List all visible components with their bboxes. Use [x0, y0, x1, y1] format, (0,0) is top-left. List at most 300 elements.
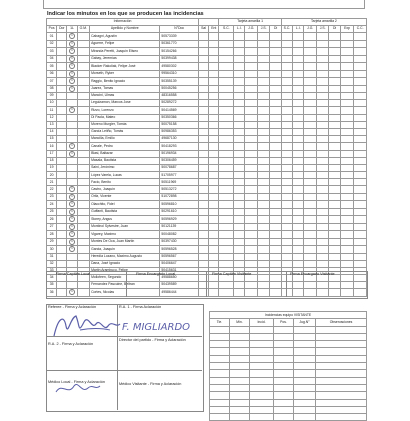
incident-cell [270, 128, 281, 135]
incident-cell [209, 33, 219, 40]
row-pos: 15 [47, 136, 57, 143]
player-doc: 50355139 [160, 78, 199, 85]
incident-cell [281, 179, 292, 186]
incident-cell [354, 246, 367, 253]
incident-cell [270, 70, 281, 77]
incident-cell [340, 201, 354, 208]
empty-cell [57, 114, 67, 121]
empty-cell [77, 114, 89, 121]
incidencias-row [210, 414, 367, 421]
incident-cell [199, 201, 209, 208]
first-line-cell [67, 100, 77, 107]
incidencias-cell [250, 370, 274, 377]
empty-cell [57, 201, 67, 208]
player-name: Moreno Murgier, Tomás [90, 121, 160, 128]
incident-cell [354, 93, 367, 100]
empty-cell [77, 40, 89, 47]
empty-cell [77, 121, 89, 128]
incident-cell [329, 201, 340, 208]
incidencias-cell [250, 377, 274, 384]
incident-cell [281, 165, 292, 172]
player-name: Blacker Rakoliak, Felipe José [90, 63, 160, 70]
incident-cell [199, 40, 209, 47]
incident-cell [340, 179, 354, 186]
incidencias-cell [294, 348, 316, 355]
row-pos: 05 [47, 63, 57, 70]
incident-cell [209, 70, 219, 77]
incident-cell [245, 238, 257, 245]
player-name: Masala, Bautista [90, 158, 160, 165]
incident-cell [354, 165, 367, 172]
incidencias-cell [316, 392, 367, 399]
row-pos: 13 [47, 121, 57, 128]
incidencias-cell [250, 363, 274, 370]
incidencias-row [210, 363, 367, 370]
table-row [47, 55, 367, 62]
empty-cell [77, 158, 89, 165]
empty-cell [77, 93, 89, 100]
incident-cell [340, 260, 354, 267]
first-line-cell [67, 158, 77, 165]
incidencias-row [210, 341, 367, 348]
incident-cell [329, 63, 340, 70]
incident-cell [304, 260, 316, 267]
incident-cell [340, 193, 354, 200]
incident-cell [354, 260, 367, 267]
empty-cell [77, 172, 89, 179]
incident-cell [304, 107, 316, 114]
incidencias-cell [210, 333, 230, 340]
column-header: Di [270, 26, 281, 33]
incident-cell [257, 150, 269, 157]
player-name: Di Paola, Mateo [90, 114, 160, 121]
incident-cell [219, 172, 234, 179]
incident-cell [199, 128, 209, 135]
incident-cell [234, 172, 245, 179]
incident-cell [270, 33, 281, 40]
empty-cell [77, 201, 89, 208]
incident-cell [304, 158, 316, 165]
incidencias-cell [230, 370, 250, 377]
incident-cell [329, 172, 340, 179]
incident-cell [245, 114, 257, 121]
incident-cell [245, 100, 257, 107]
incident-cell [199, 85, 209, 92]
incident-cell [329, 179, 340, 186]
incident-cell [281, 128, 292, 135]
row-pos: 17 [47, 150, 57, 157]
incident-cell [293, 40, 304, 47]
incident-cell [304, 78, 316, 85]
incidencias-cell [230, 333, 250, 340]
group-info-header: Información [47, 19, 199, 26]
row-pos: 25 [47, 208, 57, 215]
incident-cell [329, 238, 340, 245]
incident-cell [234, 55, 245, 62]
incident-cell [329, 40, 340, 47]
incidencias-row [210, 399, 367, 406]
table-row [47, 85, 367, 92]
column-header: J.G. [245, 26, 257, 33]
divider [46, 370, 202, 371]
incident-cell [209, 172, 219, 179]
player-doc: 50596528 [160, 246, 199, 253]
incidencias-row [210, 392, 367, 399]
row-pos: 29 [47, 238, 57, 245]
incident-cell [234, 114, 245, 121]
incidencias-cell [250, 399, 274, 406]
incidencias-cell [294, 377, 316, 384]
incident-cell [316, 150, 328, 157]
incident-cell [245, 128, 257, 135]
incident-cell [354, 114, 367, 121]
table-row [47, 238, 367, 245]
incident-cell [209, 85, 219, 92]
player-name: Cortes, Nicolas [90, 289, 160, 296]
incident-cell [234, 165, 245, 172]
referee-label: Referee - Firma y Aclaración [48, 305, 97, 309]
incident-cell [234, 201, 245, 208]
incident-cell [316, 85, 328, 92]
first-line-cell [67, 33, 77, 40]
player-name: Montes De Oca, Juan Martin [90, 238, 160, 245]
incident-cell [281, 78, 292, 85]
table-row [47, 208, 367, 215]
blank-header [199, 19, 219, 26]
incident-cell [316, 208, 328, 215]
empty-cell [57, 85, 67, 92]
incidencias-cell [250, 333, 274, 340]
incident-cell [209, 100, 219, 107]
incident-cell [219, 100, 234, 107]
incident-cell [304, 63, 316, 70]
first-line-mark-icon: 1 [69, 194, 75, 200]
incident-cell [304, 238, 316, 245]
incident-cell [270, 100, 281, 107]
incidencias-column-header: Observaciones [316, 319, 367, 326]
incident-cell [209, 201, 219, 208]
incident-cell [316, 100, 328, 107]
incident-cell [281, 253, 292, 260]
incident-cell [354, 78, 367, 85]
incident-cell [340, 186, 354, 193]
incident-cell [281, 136, 292, 143]
incident-cell [281, 121, 292, 128]
incident-cell [234, 48, 245, 55]
incidencias-cell [316, 341, 367, 348]
incident-cell [316, 186, 328, 193]
incident-cell [234, 100, 245, 107]
table-row [47, 70, 367, 77]
incident-cell [209, 193, 219, 200]
empty-cell [77, 238, 89, 245]
incident-cell [304, 55, 316, 62]
table-row [47, 223, 367, 230]
incident-cell [329, 48, 340, 55]
incidencias-cell [294, 414, 316, 421]
incident-cell [329, 78, 340, 85]
incident-cell [209, 179, 219, 186]
incident-cell [199, 136, 209, 143]
incident-cell [293, 48, 304, 55]
incident-cell [199, 33, 209, 40]
column-header: J.G. [304, 26, 316, 33]
empty-cell [57, 253, 67, 260]
incident-cell [329, 231, 340, 238]
empty-cell [77, 55, 89, 62]
empty-cell [77, 260, 89, 267]
incident-cell [234, 158, 245, 165]
incident-cell [270, 48, 281, 55]
table-row [47, 136, 367, 143]
player-name: Miranda Peretti, Joaquin Eliseo [90, 48, 160, 55]
first-line-mark-icon: 1 [69, 56, 75, 62]
player-name: Saini, Jerónimo [90, 165, 160, 172]
player-doc: 50406647 [160, 260, 199, 267]
incident-cell [219, 165, 234, 172]
incident-cell [281, 114, 292, 121]
player-name: Mollofeen, Segundo [90, 275, 160, 282]
incident-cell [340, 253, 354, 260]
incidencias-cell [210, 326, 230, 333]
incident-cell [354, 63, 367, 70]
first-line-cell [67, 107, 77, 114]
first-line-mark-icon: 1 [69, 231, 75, 237]
incidencias-cell [210, 341, 230, 348]
incidencias-cell [230, 348, 250, 355]
empty-cell [77, 136, 89, 143]
incidencias-cell [210, 363, 230, 370]
incident-cell [270, 216, 281, 223]
incident-cell [316, 246, 328, 253]
incident-cell [199, 107, 209, 114]
incident-cell [340, 216, 354, 223]
incident-cell [219, 253, 234, 260]
player-name: Facio, Benito [90, 179, 160, 186]
incident-cell [209, 143, 219, 150]
incident-cell [281, 40, 292, 47]
incident-cell [293, 93, 304, 100]
player-name: Mancini, Ulmas [90, 93, 160, 100]
incident-cell [304, 186, 316, 193]
player-doc: 50306459 [160, 158, 199, 165]
incident-cell [293, 193, 304, 200]
incidencias-cell [316, 384, 367, 391]
incident-cell [234, 40, 245, 47]
incident-cell [329, 186, 340, 193]
incident-cell [245, 260, 257, 267]
empty-cell [77, 223, 89, 230]
incident-cell [281, 158, 292, 165]
incident-cell [234, 238, 245, 245]
table-row [47, 172, 367, 179]
empty-cell [57, 100, 67, 107]
empty-cell [57, 136, 67, 143]
incident-cell [209, 158, 219, 165]
column-header: Pos [47, 26, 57, 33]
director-label: Director del partido - Firma y Aclaración [119, 338, 186, 342]
incident-cell [209, 48, 219, 55]
incident-cell [293, 246, 304, 253]
incidencias-cell [230, 341, 250, 348]
incident-cell [316, 128, 328, 135]
incident-cell [199, 93, 209, 100]
incident-cell [199, 121, 209, 128]
incident-cell [219, 143, 234, 150]
incident-cell [316, 121, 328, 128]
incident-cell [245, 193, 257, 200]
incident-cell [209, 246, 219, 253]
incident-cell [329, 136, 340, 143]
incident-cell [257, 114, 269, 121]
column-header-row [47, 26, 367, 33]
empty-cell [77, 193, 89, 200]
incident-cell [209, 238, 219, 245]
incident-cell [304, 150, 316, 157]
first-line-cell [67, 193, 77, 200]
player-name: Garcia, Joaquin [90, 246, 160, 253]
row-pos: 08 [47, 85, 57, 92]
player-doc: 50361770 [160, 40, 199, 47]
incident-cell [304, 33, 316, 40]
incident-cell [257, 143, 269, 150]
incident-cell [234, 253, 245, 260]
incident-cell [245, 85, 257, 92]
incident-cell [340, 223, 354, 230]
incident-cell [257, 208, 269, 215]
table-row [47, 78, 367, 85]
incident-cell [316, 172, 328, 179]
incident-cell [293, 33, 304, 40]
incident-cell [270, 107, 281, 114]
first-line-cell [67, 143, 77, 150]
top-strip [43, 0, 365, 9]
table-row [47, 253, 367, 260]
incident-cell [304, 223, 316, 230]
incident-cell [234, 33, 245, 40]
player-doc: 49588650 [160, 275, 199, 282]
incidencias-body [210, 326, 367, 421]
incident-cell [354, 100, 367, 107]
incident-cell [234, 193, 245, 200]
incidencias-cell [316, 377, 367, 384]
incident-cell [354, 208, 367, 215]
first-line-mark-icon: 1 [69, 86, 75, 92]
incident-cell [270, 93, 281, 100]
incident-cell [219, 121, 234, 128]
incident-cell [245, 136, 257, 143]
incident-cell [340, 55, 354, 62]
first-line-mark-icon: 1 [69, 71, 75, 77]
incident-cell [304, 193, 316, 200]
incident-cell [234, 136, 245, 143]
incident-cell [270, 40, 281, 47]
player-doc: 50048082 [160, 231, 199, 238]
first-line-cell [67, 201, 77, 208]
incident-cell [199, 231, 209, 238]
incident-cell [270, 78, 281, 85]
incident-cell [234, 63, 245, 70]
incident-cell [329, 150, 340, 157]
incident-cell [257, 238, 269, 245]
first-line-cell [67, 48, 77, 55]
table-row [47, 40, 367, 47]
incident-cell [316, 253, 328, 260]
column-header: L.I. [293, 26, 304, 33]
incident-cell [354, 107, 367, 114]
player-doc: 50513272 [160, 186, 199, 193]
first-line-cell [67, 70, 77, 77]
player-doc: 50289272 [160, 100, 199, 107]
incident-cell [329, 128, 340, 135]
incident-cell [209, 114, 219, 121]
incident-cell [245, 165, 257, 172]
incidencias-cell [316, 326, 367, 333]
player-doc: 50078687 [160, 165, 199, 172]
incident-cell [304, 231, 316, 238]
player-name: Juarez, Tomas [90, 85, 160, 92]
incident-cell [293, 238, 304, 245]
incidencias-cell [274, 406, 294, 413]
row-pos: 22 [47, 186, 57, 193]
incidencias-cell [274, 348, 294, 355]
incident-cell [257, 40, 269, 47]
incident-cell [329, 100, 340, 107]
incident-cell [234, 78, 245, 85]
empty-cell [57, 223, 67, 230]
incident-cell [199, 55, 209, 62]
incidencias-cell [250, 348, 274, 355]
incident-cell [270, 253, 281, 260]
incident-cell [245, 33, 257, 40]
incidencias-cell [250, 414, 274, 421]
incident-cell [257, 85, 269, 92]
incident-cell [329, 143, 340, 150]
incident-cell [209, 253, 219, 260]
incident-cell [257, 78, 269, 85]
incident-cell [234, 70, 245, 77]
column-header: S.C. [219, 26, 234, 33]
incident-cell [281, 107, 292, 114]
incident-cell [340, 165, 354, 172]
incident-cell [270, 260, 281, 267]
incident-cell [281, 201, 292, 208]
table-row [47, 107, 367, 114]
incident-cell [199, 246, 209, 253]
player-name: Dana, José Ignacio [90, 260, 160, 267]
empty-cell [77, 165, 89, 172]
first-line-mark-icon: 1 [69, 48, 75, 54]
empty-cell [77, 253, 89, 260]
first-line-cell [67, 186, 77, 193]
incident-cell [199, 223, 209, 230]
incident-cell [219, 55, 234, 62]
player-doc: 50075158 [160, 121, 199, 128]
empty-cell [57, 193, 67, 200]
column-header: S.C. [281, 26, 292, 33]
table-row [47, 150, 367, 157]
divider [286, 271, 287, 297]
incident-cell [219, 150, 234, 157]
incident-cell [199, 208, 209, 215]
incidencias-cell [230, 355, 250, 362]
incidencias-cell [274, 326, 294, 333]
incident-cell [340, 93, 354, 100]
incident-cell [329, 253, 340, 260]
row-pos: 21 [47, 179, 57, 186]
incidencias-table [209, 311, 367, 421]
players-table [46, 18, 367, 297]
